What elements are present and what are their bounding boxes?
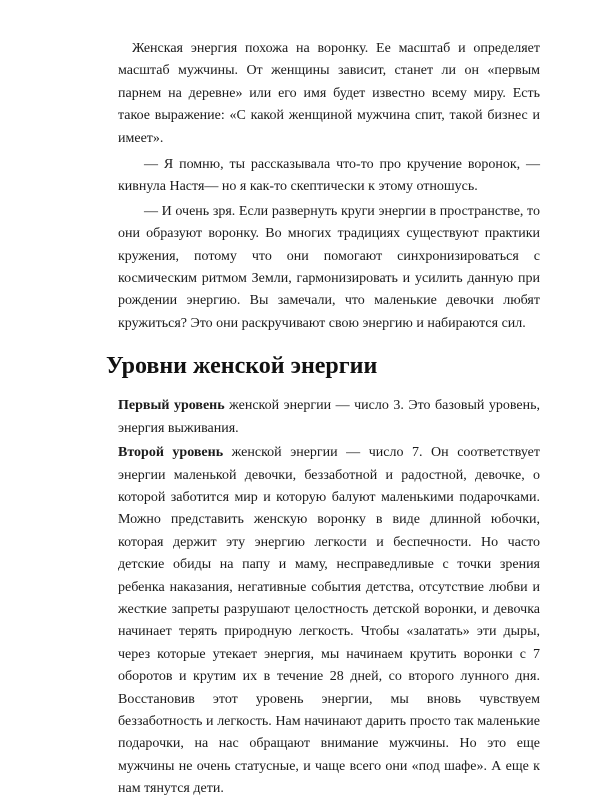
intro-paragraph-1-text: Женская энергия похожа на воронку. Ее масштаб и определяет масштаб мужчины. От женщины зависит, станет ли он «первым парнем на деревне» или его имя будет известно всему миру. Есть такое выражение: «С какой женщиной мужчина спит, такой бизнес и имеет».: [118, 41, 540, 146]
dialogue-paragraph-2: [118, 201, 540, 335]
level-2-text: женской энергии — число 7. Он соответствует энергии маленькой девочки, беззаботной и радостной, девочке, о которой заботится мир и которую балуют маленькими подарочками. Можно представить женскую воронку в виде длинной юбочки, которая держит эту энергию легкости и беспечности. Но часто детские обиды на папу и маму, несправедливые с точки зрения ребенка наказания, негативные события детства, отсутствие любви и жесткие запреты разрушают целостность детской воронки, и девочка начинает терять природную легкость. Чтобы «залатать» эти дыры, через которые утекает энергия, мы начинаем крутить воронки с 7 оборотов и крутим их в течение 28 дней, со второго лунного дня. Восстановив этот уровень энергии, мы вновь чувствуем беззаботность и легкость. Нам начинают дарить просто так маленькие подарочки, на нас обращают внимание мужчины. Но это еще мужчины не очень статусные, и чаще всего они «под шафе». А еще к нам тянутся дети.: [118, 445, 540, 797]
document-page: [106, 38, 540, 801]
level-1-paragraph: [118, 395, 540, 440]
level-1-term: Первый уровень: [118, 398, 225, 414]
level-2-term: Второй уровень: [118, 445, 224, 461]
dialogue-paragraph-1-text: — Я помню, ты рассказывала что-то про кручение воронок, — кивнула Настя— но я как-то скептически к этому отношусь.: [118, 157, 540, 195]
dialogue-paragraph-2-text: — И очень зря. Если развернуть круги энергии в пространстве, то они образуют воронку. Во многих традициях существуют практики кружения, потому что они помогают синхронизироваться с космическим ритмом Земли, гармонизировать и усилить данную при рождении энергию. Вы замечали, что маленькие девочки любят кружиться? Это они раскручивают свою энергию и набираются сил.: [118, 203, 540, 331]
level-1-text: женской энергии — число 3. Это базовый уровень, энергия выживания.: [118, 398, 540, 436]
dialogue-paragraph-1: [118, 154, 540, 199]
level-2-paragraph: [118, 442, 540, 801]
intro-paragraph-1: [118, 38, 540, 150]
section-heading: Уровни женской энергии: [106, 353, 378, 380]
